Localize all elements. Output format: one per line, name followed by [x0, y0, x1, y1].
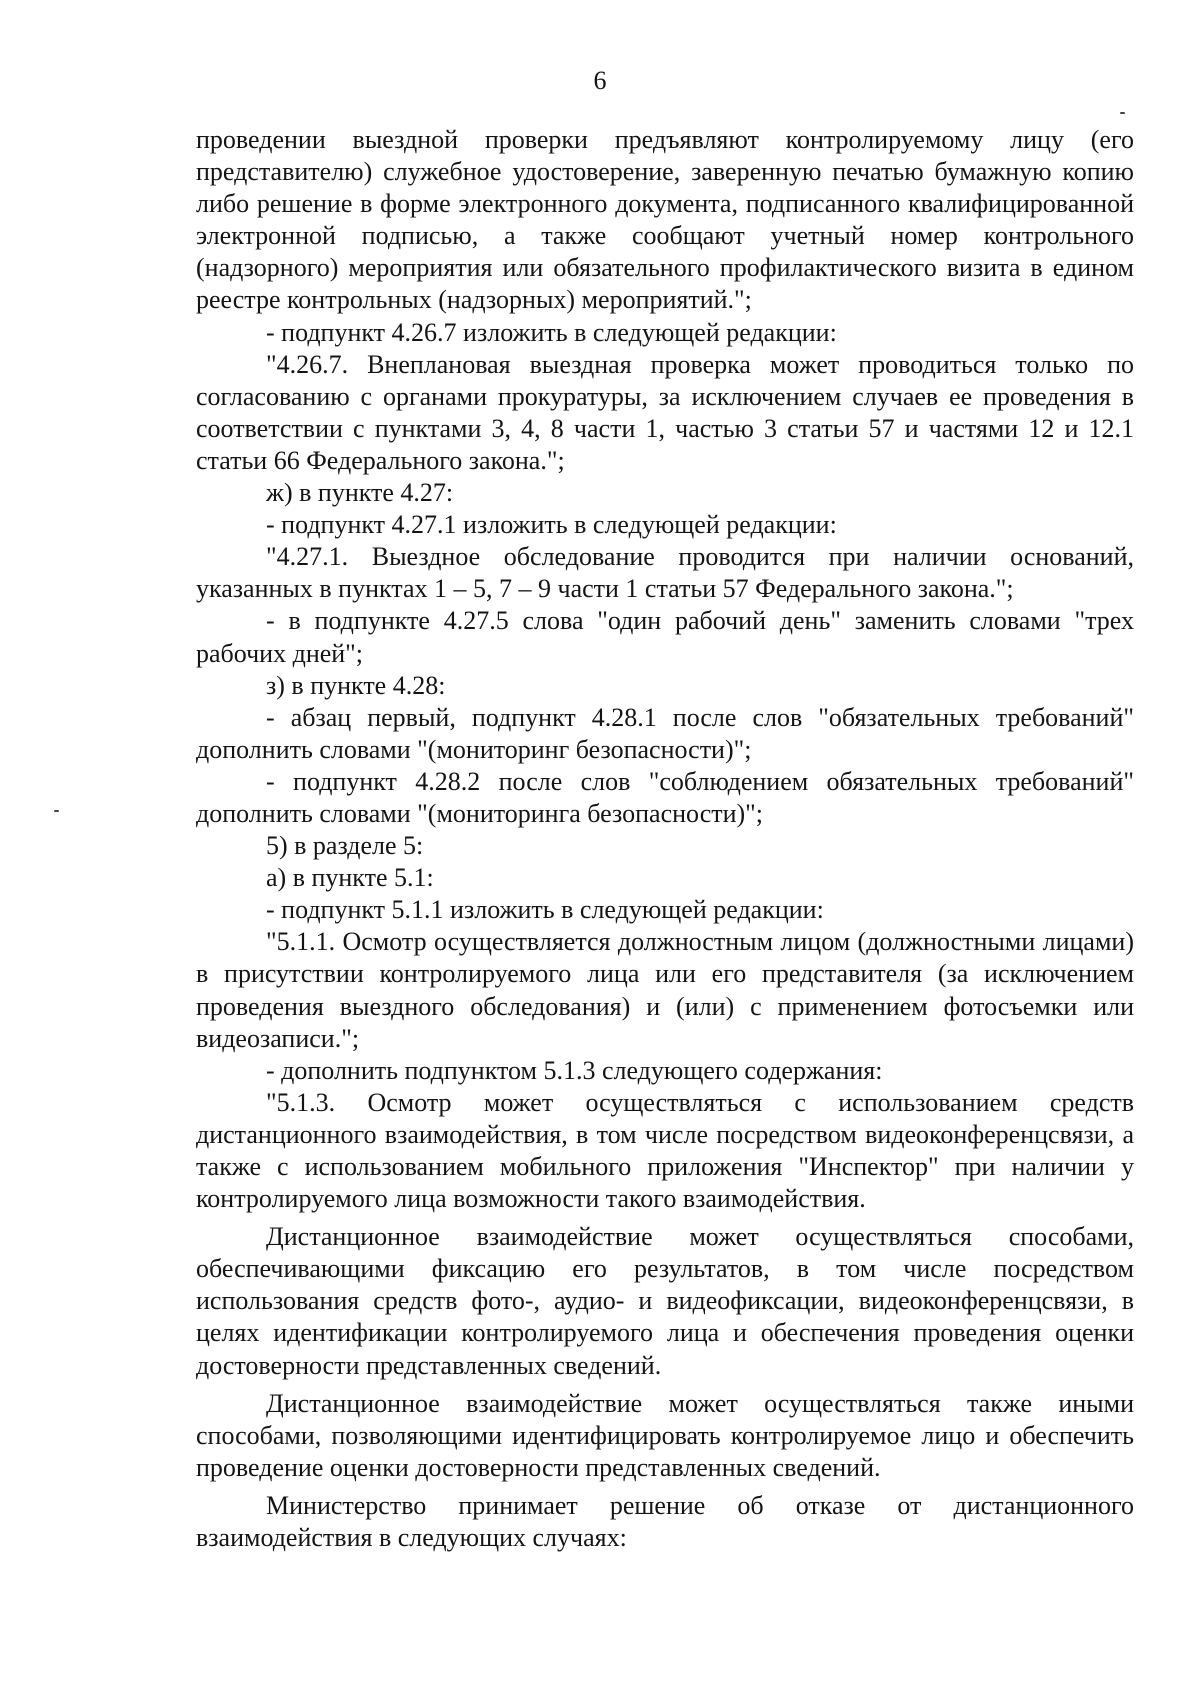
document-body: [196, 124, 1134, 1554]
paragraph: - абзац первый, подпункт 4.28.1 после слов "обязательных требований" дополнить словами "(мониторинг безопасности)";: [196, 702, 1134, 764]
paragraph: - подпункт 4.26.7 изложить в следующей редакции:: [266, 317, 837, 347]
paragraph: "4.27.1. Выездное обследование проводится при наличии оснований, указанных в пунктах 1 – 5, 7 – 9 части 1 статьи 57 Федерального закона.";: [196, 542, 1134, 604]
paragraph: 5) в разделе 5:: [266, 831, 424, 861]
paragraph: з) в пункте 4.28:: [266, 670, 446, 700]
scan-speck: [54, 810, 59, 812]
paragraph: - в подпункте 4.27.5 слова "один рабочий день" заменить словами "трех рабочих дней";: [196, 606, 1134, 668]
paragraph: Дистанционное взаимодействие может осуществляться способами, обеспечивающими фиксацию его результатов, в том числе посредством использования средств фото-, аудио- и видеофиксации, видеоконференцсвязи, в целях идентификации контролируемого лица и обеспечения проведения оценки достоверности представленных сведений.: [196, 1222, 1134, 1380]
paragraph: - подпункт 4.27.1 изложить в следующей редакции:: [266, 510, 837, 540]
paragraph: - дополнить подпунктом 5.1.3 следующего содержания:: [266, 1055, 883, 1085]
paragraph: "5.1.3. Осмотр может осуществляться с использованием средств дистанционного взаимодействия, в том числе посредством видеоконференцсвязи, а также с использованием мобильного приложения "Инспектор" при наличии у контролируемого лица возможности такого взаимодействия.: [196, 1087, 1134, 1214]
paragraph: - подпункт 5.1.1 изложить в следующей редакции:: [266, 895, 824, 925]
paragraph: "4.26.7. Внеплановая выездная проверка может проводиться только по согласованию с органами прокуратуры, за исключением случаев ее проведения в соответствии с пунктами 3, 4, 8 части 1, частью 3 статьи 57 и частями 12 и 12.1 статьи 66 Федерального закона.";: [196, 349, 1134, 475]
paragraph: "5.1.1. Осмотр осуществляется должностным лицом (должностными лицами) в присутствии контролируемого лица или его представителя (за исключением проведения выездного обследования) и (или) с применением фотосъемки или видеозаписи.";: [196, 927, 1134, 1053]
paragraph: Дистанционное взаимодействие может осуществляться также иными способами, позволяющими идентифицировать контролируемое лицо и обеспечить проведение оценки достоверности представленных сведений.: [196, 1388, 1134, 1482]
paragraph: проведении выездной проверки предъявляют контролируемому лицу (его представителю) служебное удостоверение, заверенную печатью бумажную копию либо решение в форме электронного документа, подписанного квалифицированной электронной подписью, а также сообщают учетный номер контрольного (надзорного) мероприятия или обязательного профилактического визита в едином реестре контрольных (надзорных) мероприятий.";: [196, 125, 1134, 315]
paragraph: Министерство принимает решение об отказе от дистанционного взаимодействия в следующих случаях:: [196, 1490, 1134, 1553]
paragraph: ж) в пункте 4.27:: [266, 478, 454, 508]
scan-speck: [1120, 112, 1125, 114]
paragraph: а) в пункте 5.1:: [266, 863, 434, 893]
paragraph: - подпункт 4.28.2 после слов "соблюдением обязательных требований" дополнить словами "(мониторинга безопасности)";: [196, 766, 1134, 828]
page-number: 6: [593, 66, 607, 95]
